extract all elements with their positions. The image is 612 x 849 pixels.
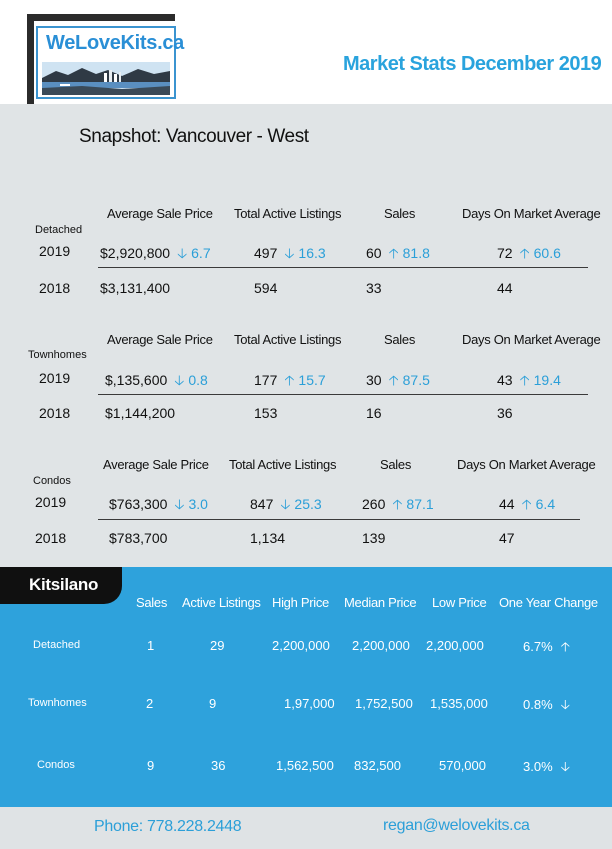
dom-change: 19.4 (533, 372, 561, 388)
dom-value: 47 (499, 530, 515, 546)
kits-change-value: 3.0% (523, 759, 553, 774)
phone-link[interactable]: Phone: 778.228.2448 (94, 818, 242, 835)
market-stats-title: Market Stats December 2019 (343, 53, 602, 75)
kits-header-low-price: Low Price (432, 595, 487, 610)
kits-high: 2,200,000 (272, 638, 330, 653)
year-label: 2018 (39, 405, 71, 421)
kits-header-one-year-change: One Year Change (499, 595, 598, 610)
table-row-value (105, 370, 208, 394)
table-row-value (366, 243, 430, 267)
dom-change: 60.6 (533, 245, 561, 261)
active-listings-value: 177 (254, 372, 278, 388)
dom-value: 36 (497, 405, 513, 421)
sales-change: 87.1 (406, 496, 434, 512)
category-label-condos: Condos (33, 475, 71, 487)
header-average-sale-price: Average Sale Price (103, 457, 209, 472)
kits-median: 832,500 (354, 758, 401, 773)
kits-low: 1,535,000 (430, 696, 488, 711)
table-row-value (109, 494, 208, 518)
active-listings-change: 25.3 (294, 496, 322, 512)
arrow-up-icon: 🡡 (392, 496, 403, 512)
arrow-up-icon: 🡡 (519, 372, 530, 388)
header-sales: Sales (384, 332, 416, 347)
table-row-value (250, 494, 322, 518)
category-label-detached: Detached (35, 224, 83, 236)
sales-value: 30 (366, 372, 382, 388)
dom-value: 43 (497, 372, 513, 388)
city-skyline-icon (42, 62, 170, 95)
table-row-value (100, 243, 211, 267)
email-link[interactable]: regan@welovekits.ca (383, 817, 530, 834)
kits-change (523, 696, 570, 718)
header-sales: Sales (380, 457, 412, 472)
sales-change: 81.8 (402, 245, 430, 261)
kits-change (523, 758, 570, 780)
divider (98, 267, 588, 268)
header-average-sale-price: Average Sale Price (107, 332, 213, 347)
header-days-on-market: Days On Market Average (462, 206, 601, 221)
year-label: 2019 (35, 494, 67, 510)
table-row-value (497, 243, 561, 267)
arrow-up-icon: 🡡 (388, 372, 399, 388)
avg-price-change: 0.8 (188, 372, 208, 388)
divider (98, 519, 580, 520)
active-listings-change: 15.7 (298, 372, 326, 388)
kits-row-type: Townhomes (28, 697, 87, 709)
kits-row-type: Detached (33, 639, 81, 651)
kits-header-sales: Sales (136, 595, 168, 610)
kits-sales: 1 (147, 638, 155, 653)
header-days-on-market: Days On Market Average (457, 457, 596, 472)
header-days-on-market: Days On Market Average (462, 332, 601, 347)
dom-value: 44 (497, 280, 513, 296)
sales-value: 16 (366, 405, 382, 421)
arrow-up-icon: 🡡 (388, 245, 399, 261)
arrow-down-icon: 🡣 (560, 697, 570, 712)
active-listings-value: 594 (254, 280, 278, 296)
kits-header-high-price: High Price (272, 595, 329, 610)
arrow-up-icon: 🡡 (521, 496, 532, 512)
kitsilano-title: Kitsilano (29, 575, 99, 594)
divider (98, 394, 588, 395)
sales-change: 87.5 (402, 372, 430, 388)
kits-change (523, 638, 570, 660)
arrow-down-icon: 🡣 (177, 245, 188, 261)
logo-text: WeLoveKits.ca (46, 32, 185, 54)
kits-header-active-listings: Active Listings (182, 595, 261, 610)
arrow-down-icon: 🡣 (284, 245, 295, 261)
sales-value: 139 (362, 530, 386, 546)
year-label: 2019 (39, 370, 71, 386)
sales-value: 60 (366, 245, 382, 261)
avg-price-change: 3.0 (188, 496, 208, 512)
table-row-value (366, 370, 430, 394)
logo[interactable] (36, 26, 185, 99)
category-label-townhomes: Townhomes (28, 349, 87, 361)
sign-post (27, 14, 34, 104)
active-listings-value: 1,134 (250, 530, 286, 546)
avg-price-value: $783,700 (109, 530, 168, 546)
kits-sales: 2 (146, 696, 154, 711)
avg-price-value: $,135,600 (105, 372, 168, 388)
active-listings-value: 153 (254, 405, 278, 421)
year-label: 2019 (39, 243, 71, 259)
kits-header-median-price: Median Price (344, 595, 417, 610)
kits-active: 9 (209, 696, 217, 711)
arrow-up-icon: 🡡 (284, 372, 295, 388)
header-total-active-listings: Total Active Listings (234, 206, 342, 221)
avg-price-value: $2,920,800 (100, 245, 171, 261)
sales-value: 260 (362, 496, 386, 512)
table-row-value (497, 370, 561, 394)
kits-high: 1,97,000 (284, 696, 335, 711)
kits-low: 2,200,000 (426, 638, 484, 653)
arrow-up-icon: 🡡 (560, 639, 570, 654)
avg-price-value: $3,131,400 (100, 280, 171, 296)
kits-sales: 9 (147, 758, 155, 773)
kits-change-value: 6.7% (523, 639, 553, 654)
avg-price-value: $1,144,200 (105, 405, 176, 421)
snapshot-title: Snapshot: Vancouver - West (79, 126, 309, 147)
sign-post-arm (27, 14, 175, 21)
dom-value: 72 (497, 245, 513, 261)
kits-row-type: Condos (37, 759, 75, 771)
active-listings-change: 16.3 (298, 245, 326, 261)
kits-median: 2,200,000 (352, 638, 410, 653)
arrow-up-icon: 🡡 (519, 245, 530, 261)
table-row-value (254, 243, 326, 267)
arrow-down-icon: 🡣 (174, 496, 185, 512)
kits-low: 570,000 (439, 758, 486, 773)
kits-high: 1,562,500 (276, 758, 334, 773)
header-sales: Sales (384, 206, 416, 221)
year-label: 2018 (35, 530, 67, 546)
table-row-value (254, 370, 326, 394)
active-listings-value: 847 (250, 496, 274, 512)
header-average-sale-price: Average Sale Price (107, 206, 213, 221)
kits-active: 36 (211, 758, 226, 773)
arrow-down-icon: 🡣 (280, 496, 291, 512)
kits-active: 29 (210, 638, 225, 653)
header-total-active-listings: Total Active Listings (234, 332, 342, 347)
avg-price-change: 6.7 (191, 245, 211, 261)
avg-price-value: $763,300 (109, 496, 168, 512)
dom-value: 44 (499, 496, 515, 512)
header-total-active-listings: Total Active Listings (229, 457, 337, 472)
arrow-down-icon: 🡣 (560, 759, 570, 774)
year-label: 2018 (39, 280, 71, 296)
kits-median: 1,752,500 (355, 696, 413, 711)
table-row-value (499, 494, 555, 518)
sales-value: 33 (366, 280, 382, 296)
kits-change-value: 0.8% (523, 697, 553, 712)
active-listings-value: 497 (254, 245, 278, 261)
table-row-value (362, 494, 434, 518)
dom-change: 6.4 (535, 496, 556, 512)
arrow-down-icon: 🡣 (174, 372, 185, 388)
